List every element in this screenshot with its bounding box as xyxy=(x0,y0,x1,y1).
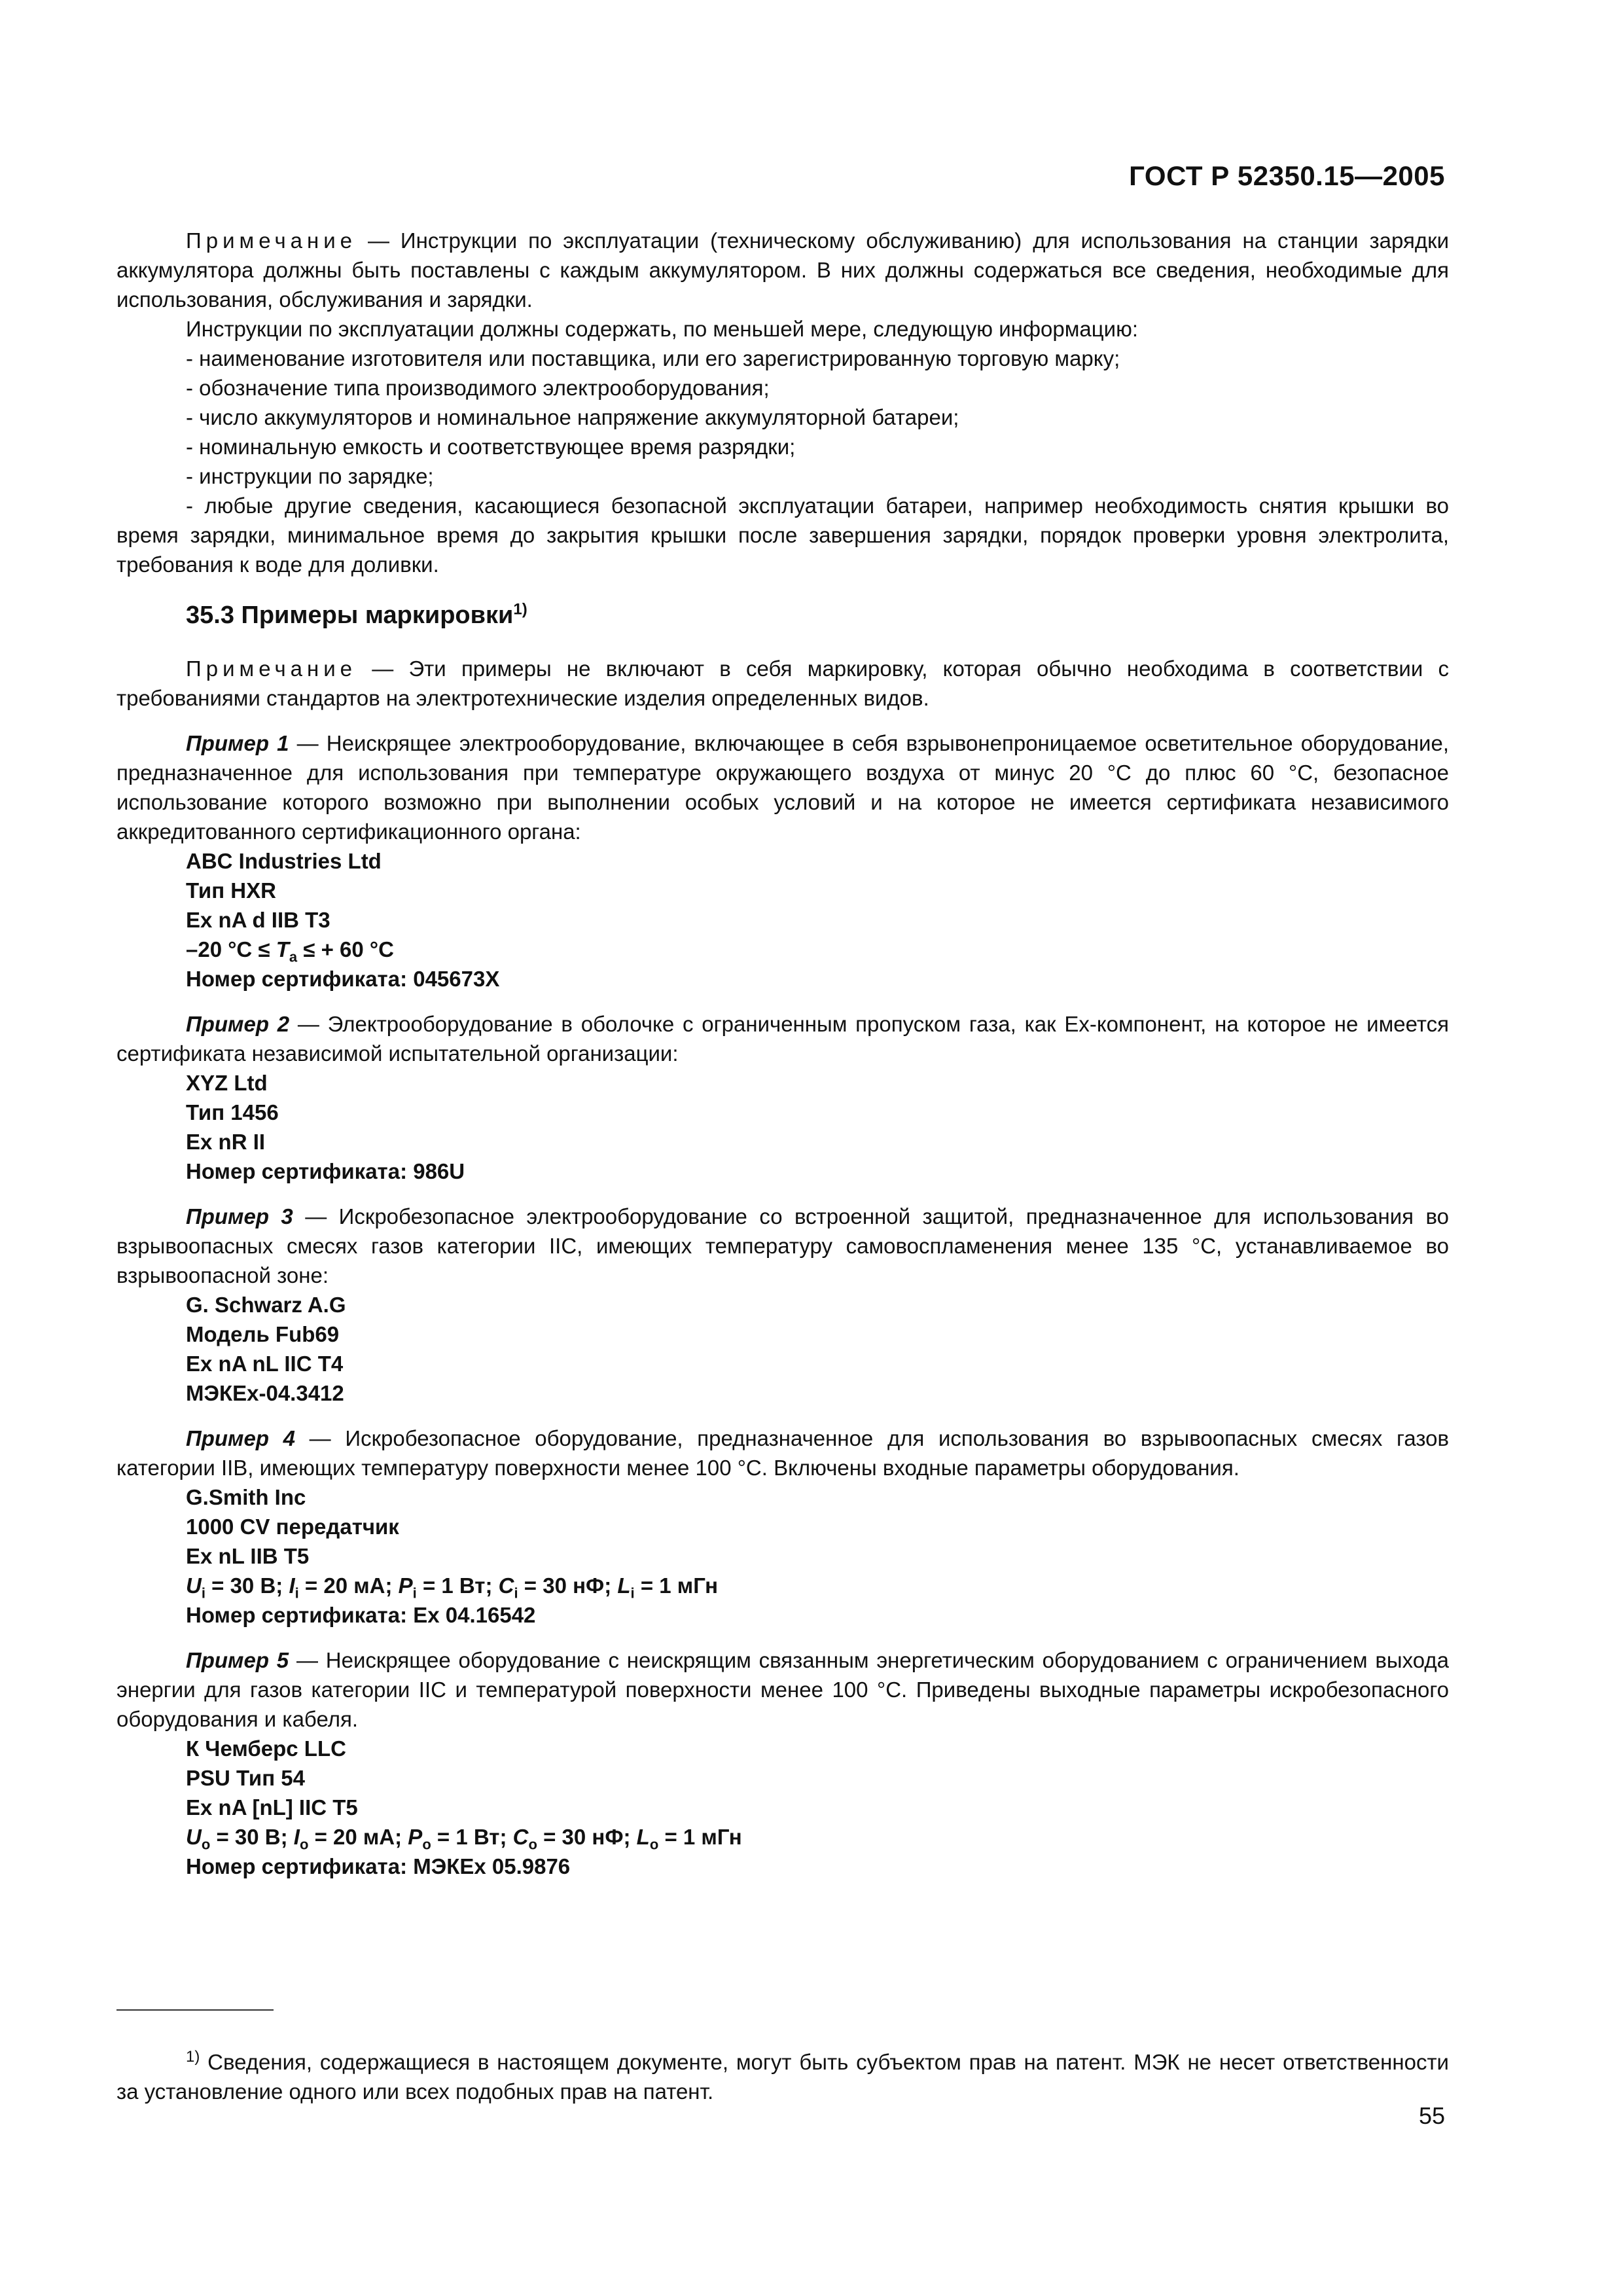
marking-block xyxy=(116,1290,1449,1408)
example-text: — Искробезопасное оборудование, предназначенное для использования во взрывоопасных смесях газов категории IIB, имеющих температуру поверхности менее 100 °С. Включены входные параметры оборудования. xyxy=(116,1426,1449,1480)
section-title: 35.3 Примеры маркировки xyxy=(186,601,514,629)
footnote-text: Сведения, содержащиеся в настоящем документе, могут быть субъектом прав на патент. МЭК не несет ответственности за установление одного или всех подобных прав на патент. xyxy=(116,2050,1449,2104)
example-label: Пример 4 xyxy=(186,1426,295,1450)
marking-line: G.Smith Inc xyxy=(186,1485,306,1509)
marking-line: Ex nA d IIB T3 xyxy=(186,908,330,932)
marking-line: Ex nA [nL] IIC T5 xyxy=(186,1795,358,1820)
example-label: Пример 1 xyxy=(186,731,289,755)
marking-line: 1000 CV передатчик xyxy=(186,1515,399,1539)
marking-certificate: Номер сертификата: Ex 04.16542 xyxy=(186,1603,536,1627)
example-label: Пример 5 xyxy=(186,1648,289,1672)
marking-line: XYZ Ltd xyxy=(186,1071,268,1095)
example-text: — Электрооборудование в оболочке с ограниченным пропуском газа, как Ex-компонент, на которое не имеется сертификата независимой испытательной организации: xyxy=(116,1012,1449,1066)
marking-parameters: $U_i = 30$ В; $I_i = 20$ мА; $P_i = 1$ Вт; $C_i = 30$ нФ; $L_i = 1$ мГн xyxy=(186,1573,719,1602)
marking-certificate: Номер сертификата: 045673X xyxy=(186,967,500,991)
example-paragraph xyxy=(116,1202,1449,1290)
instructions-item: - число аккумуляторов и номинальное напряжение аккумуляторной батареи; xyxy=(186,405,959,429)
footnote-ref: 1) xyxy=(513,600,527,619)
marking-line: Модель Fub69 xyxy=(186,1322,340,1346)
instructions-item: - номинальную емкость и соответствующее время разрядки; xyxy=(186,435,796,459)
marking-line: ABC Industries Ltd xyxy=(186,849,382,873)
marking-line: Ex nL IIB T5 xyxy=(186,1544,310,1568)
marking-line: Ex nA nL IIC T4 xyxy=(186,1352,344,1376)
footnote-marker: 1) xyxy=(186,2048,200,2066)
marking-line: Ex nR II xyxy=(186,1130,266,1154)
note-text: — Инструкции по эксплуатации (техническому обслуживанию) для использования на станции зарядки аккумулятора должны быть поставлены с каждым аккумулятором. В них должны содержаться все сведения, необходимые для использования, обслуживания и зарядки. xyxy=(116,228,1449,312)
marking-parameters: $U_o = 30$ В; $I_o = 20$ мА; $P_o = 1$ Вт; $C_o = 30$ нФ; $L_o = 1$ мГн xyxy=(186,1825,742,1853)
marking-block xyxy=(116,1482,1449,1630)
example-text: — Неискрящее оборудование с неискрящим связанным энергетическим оборудованием с ограничением выхода энергии для газов категории IIC и температурой поверхности менее 100 °С. Приведены выходные параметры искробезопасного оборудования и кабеля. xyxy=(116,1648,1450,1731)
example-paragraph xyxy=(116,1009,1449,1068)
marking-line: МЭКЕх-04.3412 xyxy=(186,1381,344,1405)
footnote-divider xyxy=(116,2009,274,2011)
instructions-item: - любые другие сведения, касающиеся безопасной эксплуатации батареи, например необходимость снятия крышки во время зарядки, минимальное время до закрытия крышки после завершения зарядки, порядок проверки уровня электролита, требования к воде для доливки. xyxy=(116,493,1449,577)
example-paragraph xyxy=(116,728,1449,846)
section-heading xyxy=(116,599,1449,632)
marking-line: PSU Тип 54 xyxy=(186,1766,306,1790)
note-text: — Эти примеры не включают в себя маркировку, которая обычно необходима в соответствии с требованиями стандартов на электротехнические изделия определенных видов. xyxy=(116,656,1449,710)
marking-line: G. Schwarz A.G xyxy=(186,1293,346,1317)
example-text: — Искробезопасное электрооборудование со встроенной защитой, предназначенное для использования во взрывоопасных смесях газов категории IIC, имеющих температуру самовоспламенения менее 135 °С, устанавливаемое во взрывоопасной зоне: xyxy=(116,1204,1449,1287)
marking-line: Тип 1456 xyxy=(186,1100,279,1124)
note-battery-instructions xyxy=(116,226,1449,314)
marking-certificate: Номер сертификата: МЭКЕх 05.9876 xyxy=(186,1854,571,1878)
instructions-item: - обозначение типа производимого электрооборудования; xyxy=(186,376,770,400)
example-paragraph xyxy=(116,1424,1449,1482)
standard-header: ГОСТ Р 52350.15—2005 xyxy=(1129,160,1445,191)
instructions-intro: Инструкции по эксплуатации должны содержать, по меньшей мере, следующую информацию: xyxy=(186,317,1138,341)
example-label: Пример 3 xyxy=(186,1204,293,1229)
instructions-item: - наименование изготовителя или поставщика, или его зарегистрированную торговую марку; xyxy=(186,346,1120,370)
marking-certificate: Номер сертификата: 986U xyxy=(186,1159,465,1183)
marking-line: Тип HXR xyxy=(186,878,276,903)
instructions-item: - инструкции по зарядке; xyxy=(186,464,434,488)
marking-block xyxy=(116,846,1449,994)
note-examples-scope xyxy=(116,654,1449,713)
marking-block xyxy=(116,1734,1449,1881)
example-paragraph xyxy=(116,1645,1449,1734)
note-label: Примечание xyxy=(186,228,357,253)
page-content xyxy=(116,226,1449,1881)
marking-line: К Чемберс LLC xyxy=(186,1736,346,1761)
note-label: Примечание xyxy=(186,656,357,681)
example-label: Пример 2 xyxy=(186,1012,290,1036)
marking-block xyxy=(116,1068,1449,1186)
footnote xyxy=(116,2047,1449,2106)
marking-temperature: –20 $^\circ C \le T_a$ ≤ + 60 °C xyxy=(186,937,394,965)
page-number: 55 xyxy=(1418,2102,1445,2129)
example-text: — Неискрящее электрооборудование, включающее в себя взрывонепроницаемое осветительное оборудование, предназначенное для использования при температуре окружающего воздуха от минус 20 °С до плюс 60 °С, безопасное использование которого возможно при выполнении особых условий и на которое не имеется сертификата независимого аккредитованного сертификационного органа: xyxy=(116,731,1449,844)
